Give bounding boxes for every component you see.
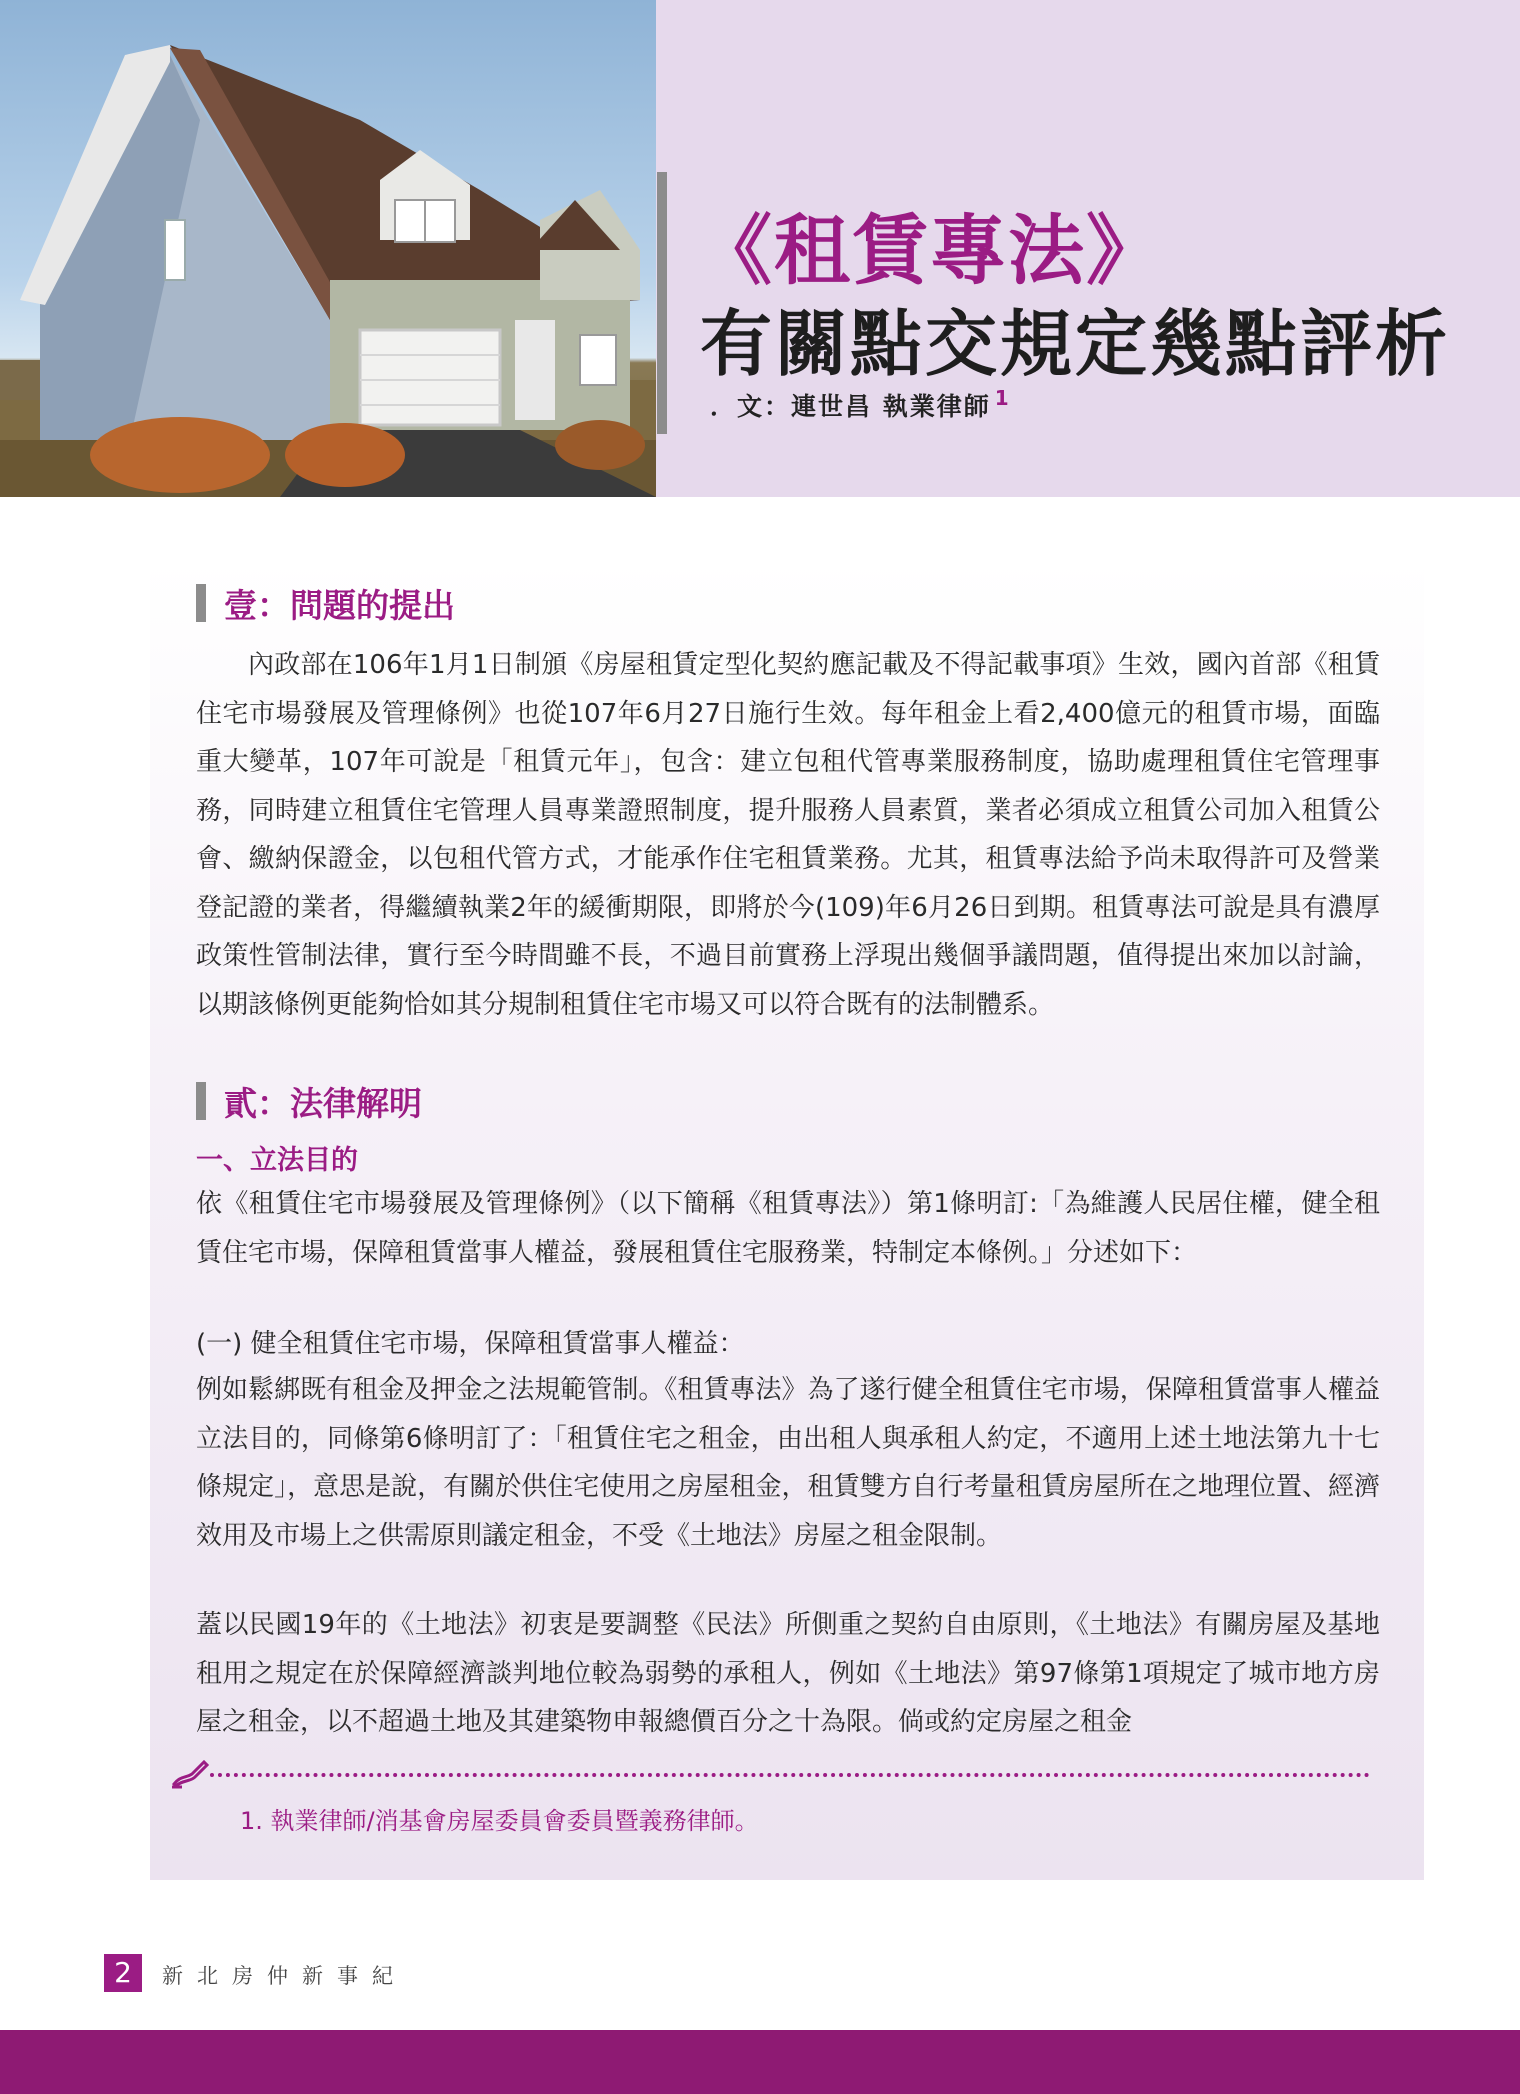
article-title-line2: 有關點交規定幾點評析	[700, 302, 1451, 386]
house-photo	[0, 0, 656, 497]
header	[0, 0, 1520, 497]
author-byline	[710, 386, 1011, 423]
section-heading-1-text: 壹：問題的提出	[224, 585, 455, 625]
magazine-name: 新北房仲新事紀	[162, 1964, 407, 1988]
byline-text: ．文：連世昌 執業律師	[710, 392, 991, 421]
footnote-ref[interactable]: 1	[994, 386, 1011, 410]
section2-paragraph-2: 例如鬆綁既有租金及押金之法規範管制。《租賃專法》為了遂行健全租賃住宅市場，保障租賃當事人權益立法目的，同條第6條明訂了：「租賃住宅之租金，由出租人與承租人約定，不適用上述土地法第九十七條規定」，意思是說，有關於供住宅使用之房屋租金，租賃雙方自行考量租賃房屋所在之地理位置、經濟效用及市場上之供需原則議定租金，不受《土地法》房屋之租金限制。	[196, 1375, 1380, 1551]
subheading-legislative-purpose: 一、立法目的	[196, 1145, 358, 1176]
footnote-text: 1. 執業律師/消基會房屋委員會委員暨義務律師。	[240, 1807, 759, 1835]
bottom-band	[0, 2030, 1520, 2094]
section-heading-2	[196, 1080, 422, 1122]
heading-bar	[196, 584, 206, 622]
title-accent-bar	[657, 172, 667, 434]
section-heading-2-text: 貳：法律解明	[224, 1083, 422, 1123]
footnote-divider	[210, 1773, 1370, 1777]
section1-paragraph: 內政部在106年1月1日制頒《房屋租賃定型化契約應記載及不得記載事項》生效，國內首部《租賃住宅市場發展及管理條例》也從107年6月27日施行生效。每年租金上看2,400億元的租賃市場，面臨重大變革，107年可說是「租賃元年」，包含：建立包租代管專業服務制度，協助處理租賃住宅管理事務，同時建立租賃住宅管理人員專業證照制度，提升服務人員素質，業者必須成立租賃公司加入租賃公會、繳納保證金，以包租代管方式，才能承作住宅租賃業務。尤其，租賃專法給予尚未取得許可及營業登記證的業者，得繼續執業2年的緩衝期限，即將於今(109)年6月26日到期。租賃專法可說是具有濃厚政策性管制法律，實行至今時間雖不長，不過目前實務上浮現出幾個爭議問題，值得提出來加以討論，以期該條例更能夠恰如其分規制租賃住宅市場又可以符合既有的法制體系。	[196, 650, 1380, 1020]
section2-item-1: (一) 健全租賃住宅市場，保障租賃當事人權益：	[196, 1329, 745, 1359]
section2-paragraph-1: 依《租賃住宅市場發展及管理條例》（以下簡稱《租賃專法》）第1條明訂:「為維護人民居住權，健全租賃住宅市場，保障租賃當事人權益，發展租賃住宅服務業，特制定本條例。」分述如下：	[196, 1189, 1380, 1268]
section-heading-1	[196, 582, 455, 624]
house-illustration	[0, 0, 656, 497]
heading-bar	[196, 1082, 206, 1120]
pen-icon	[170, 1756, 210, 1790]
page-number: 2	[104, 1954, 142, 1992]
section2-paragraph-3: 蓋以民國19年的《土地法》初衷是要調整《民法》所側重之契約自由原則，《土地法》有關房屋及基地租用之規定在於保障經濟談判地位較為弱勢的承租人，例如《土地法》第97條第1項規定了城市地方房屋之租金，以不超過土地及其建築物申報總價百分之十為限。倘或約定房屋之租金	[196, 1610, 1380, 1737]
article-title-line1: 《租賃專法》	[696, 206, 1164, 295]
